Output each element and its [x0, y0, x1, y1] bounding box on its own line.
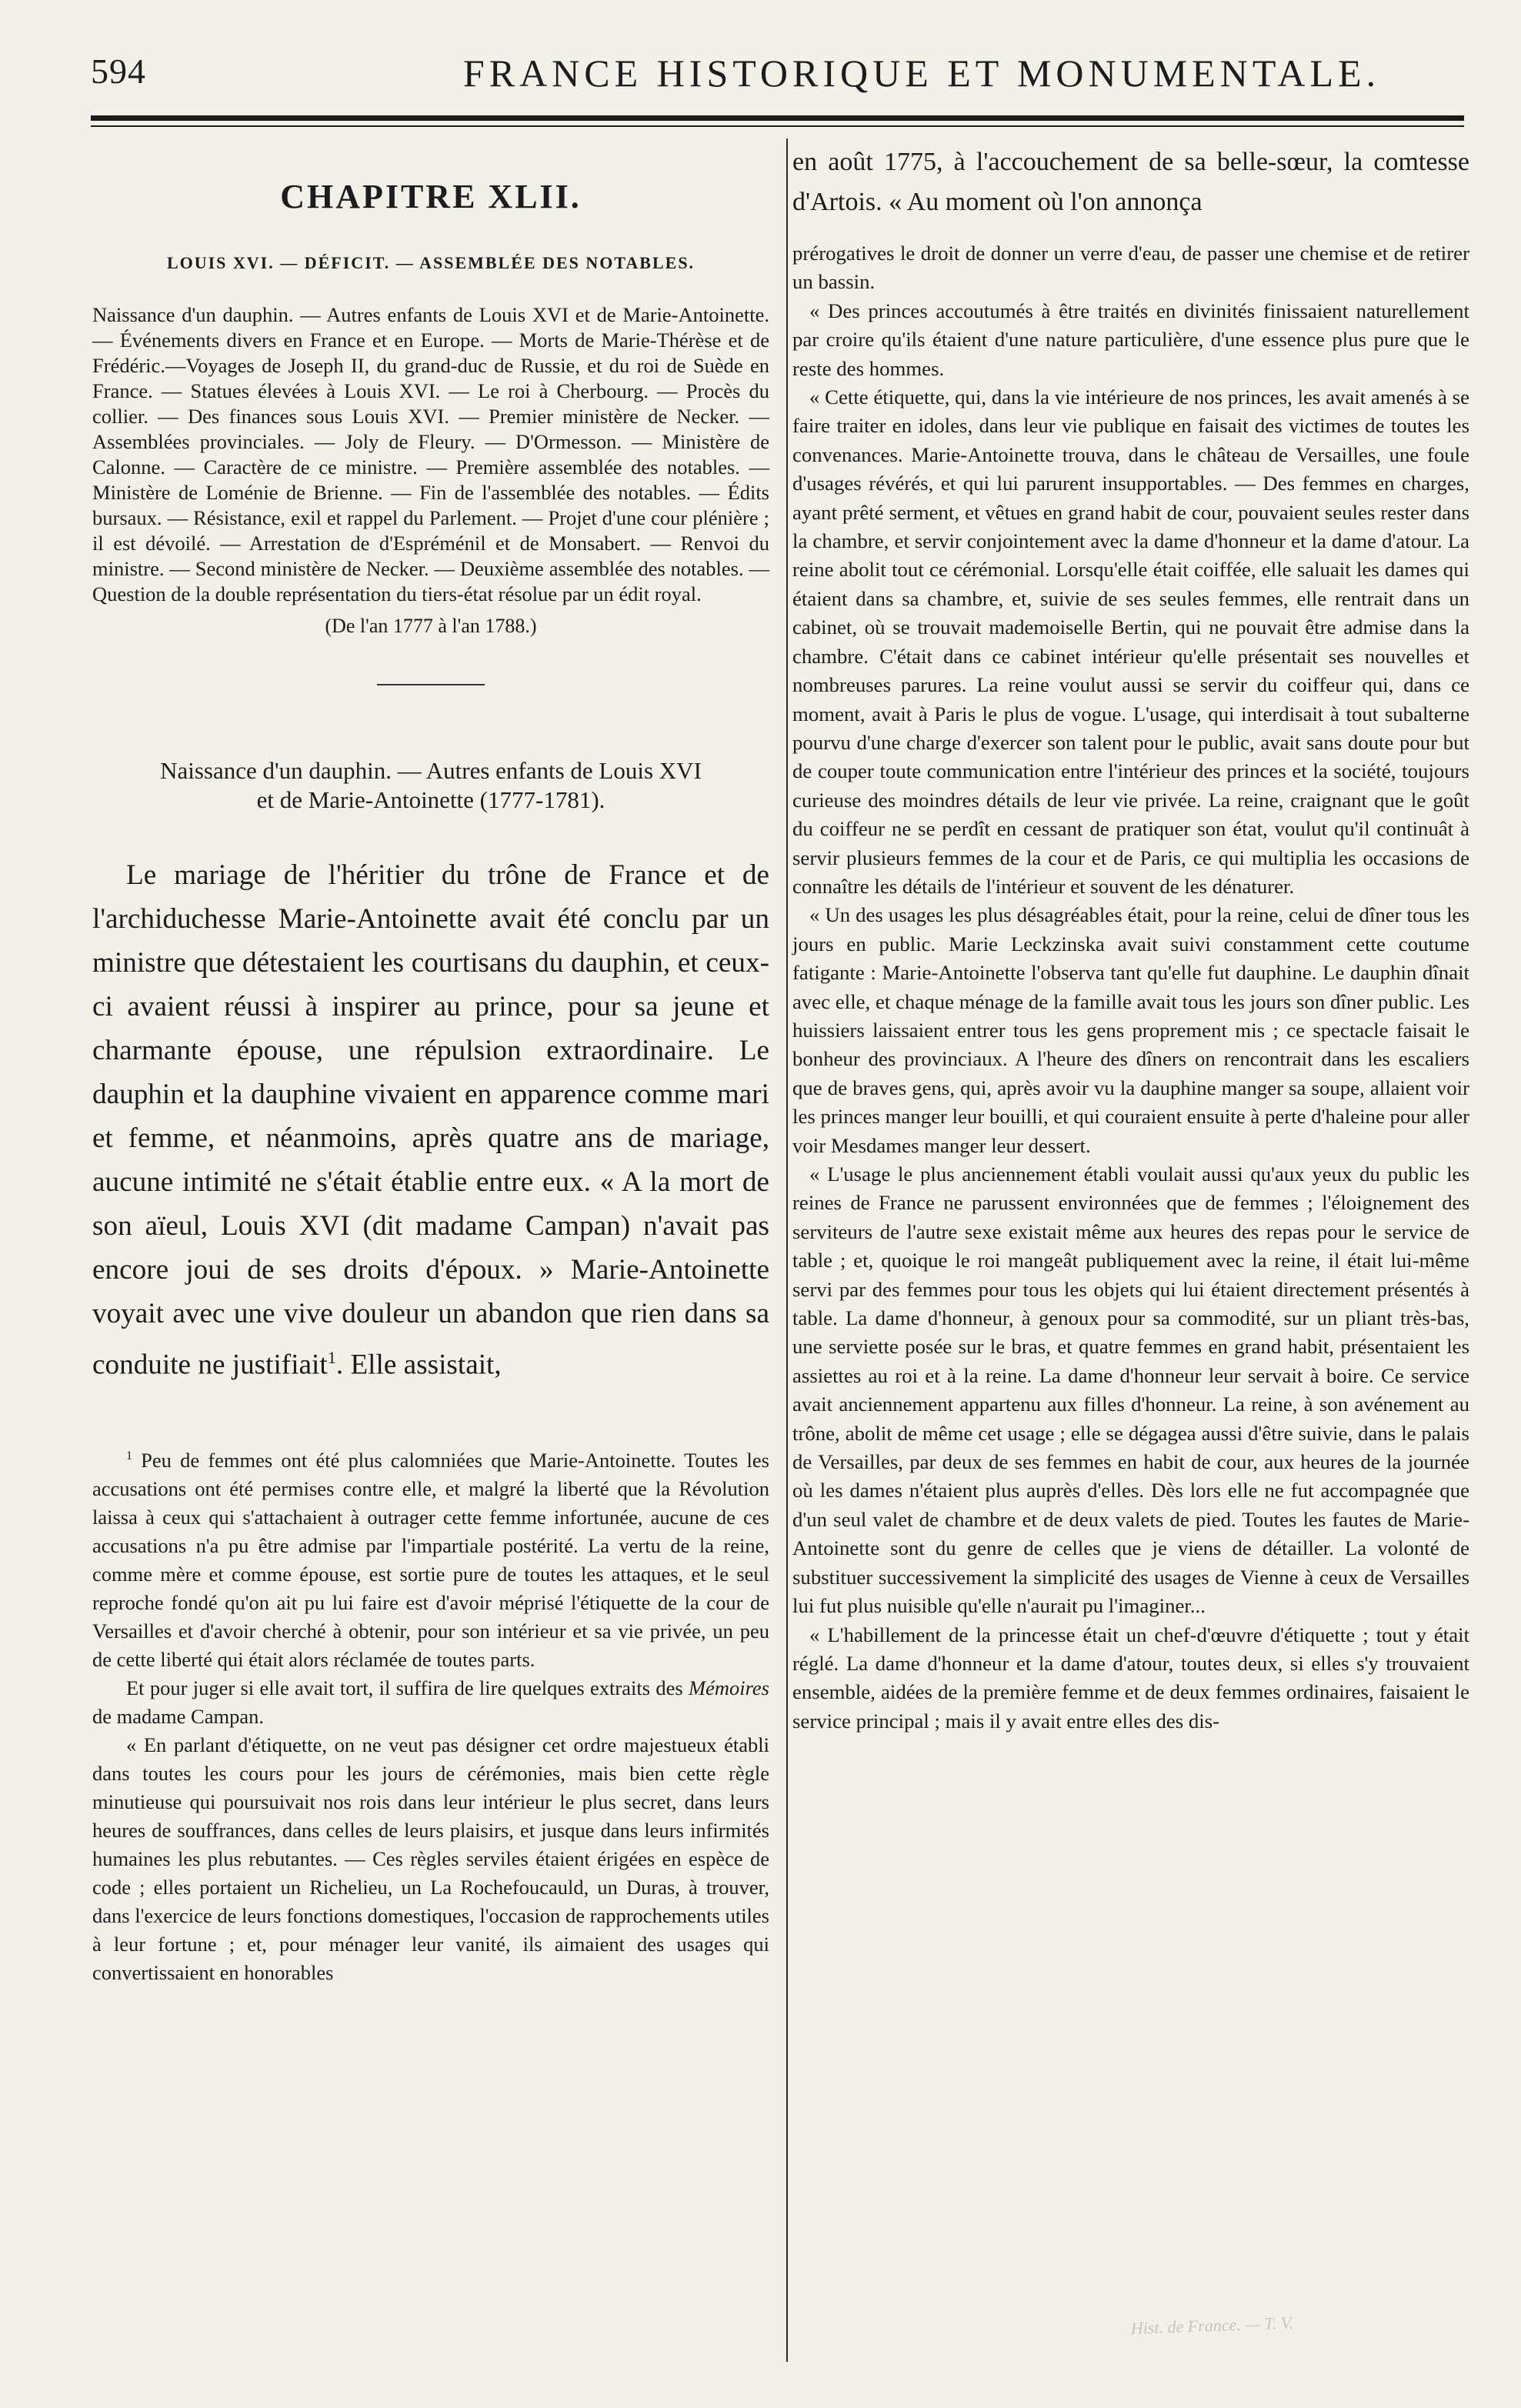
chapter-summary: Naissance d'un dauphin. — Autres enfants de Louis XVI et de Marie-Antoinette. — Événements divers en France et en Europe. — Morts de Marie-Thérèse et de Frédéric.—Voyages de Joseph II, du grand-duc de Russie, et du roi de Suède en France. — Statues élevées à Louis XVI. — Le roi à Cherbourg. — Procès du collier. — Des finances sous Louis XVI. — Premier ministère de Necker. — Assemblées provinciales. — Joly de Fleury. — D'Ormesson. — Ministère de Calonne. — Caractère de ce ministre. — Première assemblée des notables. — Ministère de Loménie de Brienne. — Fin de l'assemblée des notables. — Édits bursaux. — Résistance, exil et rappel du Parlement. — Projet d'une cour plénière ; il est dévoilé. — Arrestation de d'Espréménil et de Monsabert. — Renvoi du ministre. — Second ministère de Necker. — Deuxième assemblée des notables. — Question de la double représentation du tiers-état résolue par un édit royal. — [92, 303, 769, 605]
right-column — [792, 142, 1469, 1736]
footnote-text: Peu de femmes ont été plus calomniées que Marie-Antoinette. Toutes les accusations ont été permises contre elle, et malgré la liberté que la Révolution laissa à ceux qui s'attachaient à outrager cette femme infortunée, aucune de ces accusations n'a pu être admise par l'impartiale postérité. La vertu de la reine, comme mère et comme épouse, est sortie pure de toutes les attaques, et le seul reproche fondé qu'on ait pu lui faire est d'avoir méprisé l'étiquette de la cour de Versailles et d'avoir cherché à obtenir, pour son intérieur et sa vie privée, un peu de cette liberté qui était alors réclamée de toutes parts. — [92, 1449, 769, 1672]
page-header — [91, 51, 1468, 112]
right-lead-text: en août 1775, à l'accouchement de sa belle-sœur, la comtesse d'Artois. « Au moment où l'on annonça — [792, 148, 1469, 216]
footnote-p2-end: de madame Campan. — [92, 1705, 264, 1729]
chapter-subhead: LOUIS XVI. — DÉFICIT. — ASSEMBLÉE DES NOTABLES. — [166, 253, 695, 272]
section-heading-line1: Naissance d'un dauphin. — Autres enfants de Louis XVI — [160, 757, 702, 784]
section-heading-line2: et de Marie-Antoinette (1777-1781). — [256, 786, 605, 813]
footnote-italic-title: Mémoires — [689, 1676, 769, 1700]
running-title: FRANCE HISTORIQUE ET MONUMENTALE. — [462, 52, 1381, 95]
body-text: Le mariage de l'héritier du trône de France et de l'archiduchesse Marie-Antoinette avait été conclu par un ministre que détestaient les courtisans du dauphin, et ceux-ci avaient réussi à inspirer au prince, pour sa jeune et charmante épouse, une répulsion extraordinaire. Le dauphin et la dauphine vivaient en apparence comme mari et femme, et néanmoins, après quatre ans de mariage, aucune intimité ne s'était établie entre eux. « A la mort de son aïeul, Louis XVI (dit madame Campan) n'avait pas encore joui de ses droits d'époux. » Marie-Antoinette voyait avec une vive douleur un abandon que rien dans sa conduite ne justifiait — [92, 859, 769, 1381]
header-rule-thick — [91, 115, 1464, 121]
margin-stamp: Hist. de France. — T. V. — [1130, 2313, 1294, 2338]
footnote-quote: « En parlant d'étiquette, on ne veut pas désigner cet ordre majestueux établi dans toutes les cours pour les jours de cérémonies, mais bien cette règle minutieuse qui poursuivait nos rois dans leur intérieur le plus secret, dans leurs heures de souffrances, dans celles de leurs plaisirs, et jusque dans leurs infirmités humaines les plus rebutantes. — Ces règles serviles étaient érigées en espèce de code ; elles portaient un Richelieu, un La Rochefoucauld, un Duras, à trouver, dans l'exercice de leurs fonctions domestiques, l'occasion de rapprochements utiles à leur fortune ; et, pour ménager leur vanité, ils aimaient des usages qui convertissaient en honorables — [92, 1733, 769, 1985]
footnote — [92, 1442, 769, 1674]
right-paragraph-3: « Cette étiquette, qui, dans la vie intérieure de nos princes, les avait amenés à se faire traiter en idoles, dans leur vie publique en faisait des victimes de toutes les convenances. Marie-Antoinette trouva, dans le château de Versailles, une foule d'usages révérés, et qui lui parurent insupportables. — Des femmes en charges, ayant prêté serment, et vêtues en grand habit de cour, pouvaient seules rester dans la chambre, et servir conjointement avec la dame d'honneur et la dame d'atour. La reine abolit tout ce cérémonial. Lorsqu'elle était coiffée, elle saluait les dames qui étaient dans sa chambre, et, suivie de ses seules femmes, elle rentrait dans un cabinet, où se trouvait mademoiselle Bertin, qui ne pouvait être admise dans la chambre. C'était dans ce cabinet intérieur qu'elle présentait ses nouvelles et nombreuses parures. La reine voulut aussi se servir du coiffeur qui, dans ce moment, avait à Paris le plus de vogue. L'usage, qui interdisait à tout subalterne pourvu d'une charge d'exercer son talent pour le public, avait sans doute pour but de couper toute communication entre l'intérieur des princes et la société, toujours curieuse des moindres détails de leur vie privée. La reine, craignant que le goût du coiffeur ne se perdît en cessant de pratiquer son état, voulut qu'il continuât à servir plusieurs femmes de la cour et de Paris, ce qui multiplia les occasions de connaître les détails de l'intérieur et souvent de les dénaturer. — [792, 385, 1469, 898]
page-number: 594 — [91, 52, 146, 91]
right-paragraph-2: « Des princes accoutumés à être traités en divinités finissaient naturellement par croire qu'ils étaient d'une nature particulière, d'une essence plus pure que le reste des hommes. — [792, 298, 1469, 380]
right-paragraph-6: « L'habillement de la princesse était un chef-d'œuvre d'étiquette ; tout y était réglé. La dame d'honneur et la dame d'atour, toutes deux, si elles s'y trouvaient ensemble, aidées de la première femme et de deux femmes ordinaires, faisaient le service principal ; mais il y avait entre elles des dis- — [792, 1623, 1469, 1733]
body-paragraph — [92, 853, 769, 1386]
right-paragraph-5: « L'usage le plus anciennement établi voulait aussi qu'aux yeux du public les reines de France ne parussent environnées que de femmes ; l'éloignement des serviteurs de l'autre sexe existait même aux heures des repas pour le service de table ; et, quoique le roi mangeât publiquement avec la reine, il était lui-même servi par des femmes pour tous les objets qui lui étaient directement présentés à table. La dame d'honneur, à genoux pour sa commodité, sur un pliant très-bas, une serviette posée sur le bras, et quatre femmes en grand habit, présentaient les assiettes au roi et à la reine. La dame d'honneur leur servait à boire. Ce service avait anciennement appartenu aux filles d'honneur. La reine, à son avénement au trône, abolit de même cet usage ; elle se dégagea aussi d'être suivie, dans le palais de Versailles, par deux de ses femmes en habit de cour, aux heures de la journée où les dames n'étaient plus auprès d'elles. Dès lors elle ne fut accompagnée que d'un seul valet de chambre et de deux valets de pied. Toutes les fautes de Marie-Antoinette sont du genre de celles que je viens de détailler. La volonté de substituer successivement la simplicité des usages de Vienne à ceux de Versailles lui fut plus nuisible qu'elle n'aurait pu l'imaginer... — [792, 1162, 1469, 1618]
header-rule-thin — [91, 125, 1464, 127]
footnote-p2-start: Et pour juger si elle avait tort, il suffira de lire quelques extraits des — [126, 1676, 683, 1700]
footnote-paragraph — [92, 1674, 769, 1731]
right-paragraph-4: « Un des usages les plus désagréables était, pour la reine, celui de dîner tous les jours en public. Marie Leckzinska avait suivi constamment cette coutume fatigante : Marie-Antoinette l'observa tant qu'elle fut dauphine. Le dauphin dînait avec elle, et chaque ménage de la famille avait tous les jours son dîner public. Les huissiers laissaient entrer tous les gens proprement mis ; ce spectacle faisait le bonheur des provinciaux. A l'heure des dîners on rencontrait dans les escaliers que de braves gens, qui, après avoir vu la dauphine manger sa soupe, allaient voir les princes manger leur bouilli, et qui couraient ensuite à perte d'haleine pour aller voir Mesdames manger leur dessert. — [792, 903, 1469, 1157]
right-paragraph-1: prérogatives le droit de donner un verre d'eau, de passer une chemise et de retirer un bassin. — [792, 242, 1469, 294]
section-divider — [377, 684, 485, 685]
body-text-end: . Elle assistait, — [335, 1349, 502, 1381]
chapter-dates: (De l'an 1777 à l'an 1788.) — [325, 615, 537, 637]
column-divider — [786, 138, 788, 2362]
chapter-title: CHAPITRE XLII. — [280, 178, 582, 215]
footnote-marker: 1 — [126, 1449, 132, 1463]
footnote-reference[interactable]: 1 — [327, 1348, 336, 1367]
section-heading — [92, 756, 769, 815]
left-column — [92, 177, 769, 1987]
